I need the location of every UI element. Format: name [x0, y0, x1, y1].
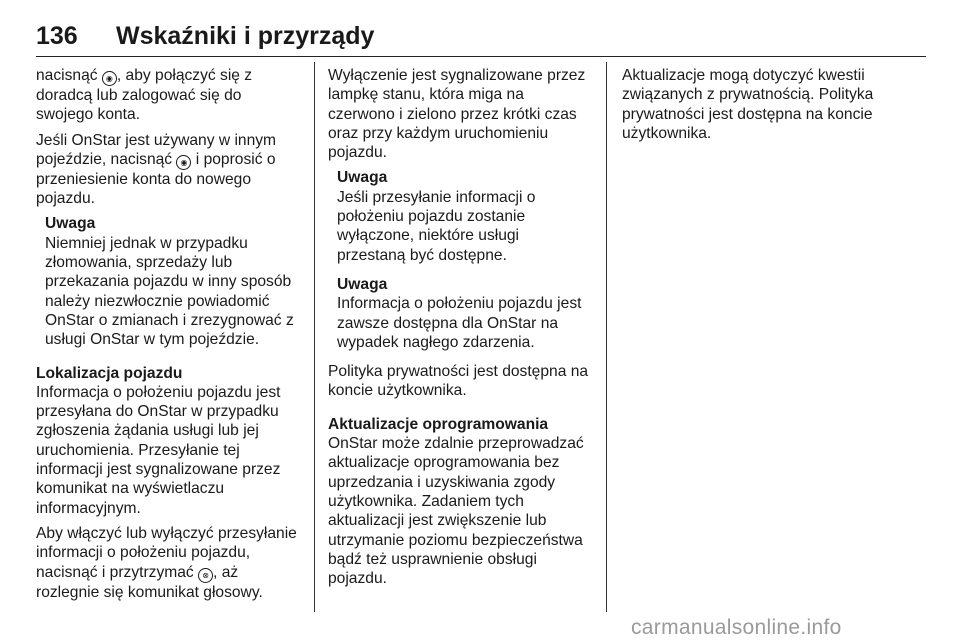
paragraph-software-updates: OnStar może zdalnie przeprowadzać aktualizacje oprogramowania bez uprzedzania i uzyskiwania zgody użytkownika. Zadaniem tych aktualizacji jest zwiększenie lub utrzymanie poziomu bezpieczeństwa bądź też usprawnienie obsługi pojazdu.	[328, 435, 584, 588]
section-heading: Lokalizacja pojazdu	[36, 364, 183, 382]
note-box: Uwaga Niemniej jednak w przypadku złomowania, sprzedaży lub przekazania pojazdu w inny sposób należy niezwłocznie powiadomić OnStar o zmianach i zrezygnować z usługi OnStar w tym pojeździe.	[45, 214, 308, 349]
paragraph-onstar-connect: nacisnąć ◉ , aby połączyć się z doradcą lub zalogować się do swojego konta.	[36, 67, 253, 124]
page-header	[36, 22, 926, 56]
paragraph-other-vehicle: Jeśli OnStar jest używany w innym pojeździe, nacisnąć ◉ i poprosić o przeniesienie konta do nowego pojazdu.	[36, 131, 277, 208]
column-divider-2	[606, 62, 607, 612]
column-divider-1	[314, 62, 315, 612]
onstar-button-icon: ◉	[102, 71, 117, 86]
paragraph-updates-privacy: Aktualizacje mogą dotyczyć kwestii związanych z prywatnością. Polityka prywatności jest dostępna na koncie użytkownika.	[622, 67, 874, 142]
note-title: Uwaga	[337, 275, 388, 293]
onstar-button-icon: ◉	[176, 155, 191, 170]
column-3	[622, 66, 922, 149]
page-title: Wskaźniki i przyrządy	[116, 22, 375, 50]
header-divider	[36, 56, 926, 57]
section-heading: Aktualizacje oprogramowania	[328, 415, 549, 433]
note-title: Uwaga	[337, 169, 388, 187]
privacy-button-icon: ⊗	[198, 568, 213, 583]
page-number: 136	[36, 22, 78, 50]
column-1	[36, 66, 308, 608]
column-2	[328, 66, 600, 594]
paragraph-toggle-location: Aby włączyć lub wyłączyć przesyłanie informacji o położeniu pojazdu, nacisnąć i przytrzymać ⊗ , aż rozlegnie się komunikat głosowy.	[36, 524, 297, 601]
paragraph-privacy-policy: Polityka prywatności jest dostępna na koncie użytkownika.	[328, 363, 589, 400]
paragraph-deactivation: Wyłączenie jest sygnalizowane przez lampkę stanu, która miga na czerwono i zielono przez krótki czas oraz przy każdym uruchomieniu pojazdu.	[328, 67, 586, 162]
note-box: Uwaga Informacja o położeniu pojazdu jest zawsze dostępna dla OnStar na wypadek nagłego zdarzenia.	[337, 275, 600, 352]
paragraph-location-info: Informacja o położeniu pojazdu jest przesyłana do OnStar w przypadku zgłoszenia żądania usługi lub jej uruchomienia. Przesyłanie tej informacji jest sygnalizowane przez komunikat na wyświetlaczu informacyjnym.	[36, 383, 281, 517]
note-title: Uwaga	[45, 215, 96, 233]
note-box: Uwaga Jeśli przesyłanie informacji o położeniu pojazdu zostanie wyłączone, niektóre usługi przestaną być dostępne.	[337, 168, 600, 264]
watermark: carmanualsonline.info	[631, 616, 842, 639]
